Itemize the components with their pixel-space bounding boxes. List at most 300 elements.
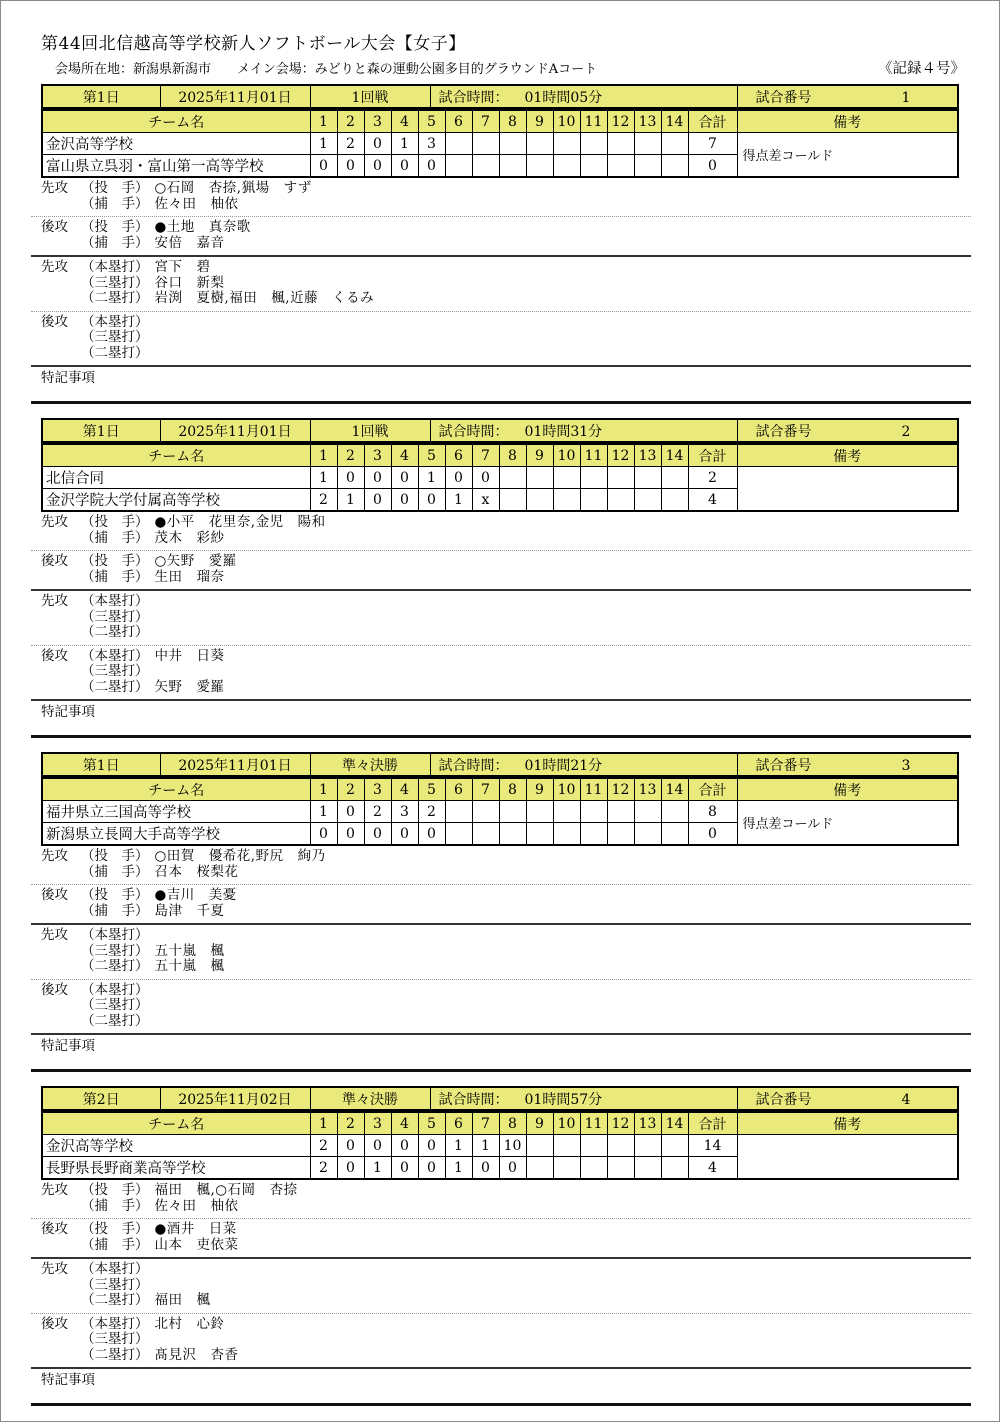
game-date: 2025年11月01日 — [160, 419, 310, 442]
team-name: 金沢高等学校 — [42, 1135, 310, 1157]
triple-line-first — [29, 1278, 971, 1294]
inning-score-cell: 1 — [364, 1157, 391, 1180]
double-label: （二塁打） — [81, 1012, 149, 1029]
team-name-header: チーム名 — [42, 1112, 310, 1135]
game-time-label: 試合時間： — [438, 1091, 509, 1108]
homerun-line-second — [29, 649, 971, 665]
inning-score-cell — [499, 489, 526, 512]
game-number-cell — [737, 85, 958, 108]
side-label: 先攻 — [41, 259, 68, 275]
triple-label: （三塁打） — [81, 942, 149, 959]
triple-line-first — [29, 276, 971, 292]
pitcher-names: ●土地 真奈歌 — [154, 219, 251, 235]
special-notes-label: 特記事項 — [41, 704, 95, 720]
game-time-value: 01時間31分 — [524, 423, 603, 440]
inning-header-cell: 11 — [580, 1112, 607, 1135]
inning-score-cell: 2 — [310, 1135, 337, 1157]
section-divider-solid — [31, 699, 971, 701]
catcher-names: 茂木 彩紗 — [154, 529, 225, 546]
inning-score-cell: 0 — [364, 133, 391, 155]
game-date: 2025年11月01日 — [160, 85, 310, 108]
side-label: 先攻 — [41, 593, 68, 609]
homerun-line-second — [29, 983, 971, 999]
total-score-cell: 4 — [688, 489, 737, 512]
inning-score-cell — [607, 801, 634, 823]
homerun-line-first — [29, 928, 971, 944]
remark-cell: 得点差コールド — [737, 133, 958, 178]
team-name: 北信合同 — [42, 467, 310, 489]
catcher-line-second — [29, 904, 971, 920]
inning-score-cell: 1 — [310, 801, 337, 823]
inning-header-cell: 9 — [526, 1112, 553, 1135]
catcher-label: （捕 手） — [81, 195, 149, 212]
score-header-row — [42, 444, 958, 467]
triple-names: 五十嵐 楓 — [154, 942, 225, 959]
inning-score-cell: 3 — [418, 133, 445, 155]
inning-score-cell — [634, 155, 661, 178]
inning-score-cell — [553, 801, 580, 823]
inning-score-cell — [607, 489, 634, 512]
inning-header-cell: 9 — [526, 110, 553, 133]
section-divider-solid — [31, 1257, 971, 1259]
catcher-names: 佐々田 柚依 — [154, 195, 239, 212]
pitcher-label: （投 手） — [81, 1182, 149, 1198]
triple-line-second — [29, 998, 971, 1014]
inning-header-cell: 3 — [364, 1112, 391, 1135]
game-number-value: 2 — [901, 423, 911, 440]
inning-score-cell: 0 — [364, 1135, 391, 1157]
side-label: 先攻 — [41, 848, 68, 864]
inning-header-cell: 14 — [661, 110, 688, 133]
double-label: （二塁打） — [81, 958, 149, 974]
team-name: 金沢高等学校 — [42, 133, 310, 155]
game-day: 第2日 — [42, 1087, 160, 1110]
pitcher-label: （投 手） — [81, 514, 149, 530]
game-meta-row — [42, 1087, 958, 1110]
inning-score-cell — [607, 467, 634, 489]
inning-score-cell: 1 — [310, 467, 337, 489]
double-line-second — [29, 680, 971, 696]
side-label: 後攻 — [41, 647, 68, 664]
inning-header-cell: 12 — [607, 778, 634, 801]
homerun-label: （本塁打） — [81, 927, 149, 943]
inning-score-cell: 0 — [364, 467, 391, 489]
score-header-row — [42, 110, 958, 133]
pitcher-label: （投 手） — [81, 219, 149, 235]
inning-header-cell: 4 — [391, 778, 418, 801]
homerun-names: 宮下 碧 — [154, 259, 211, 275]
inning-score-cell — [607, 155, 634, 178]
homerun-label: （本塁打） — [81, 647, 149, 664]
double-line-first — [29, 625, 971, 641]
pitcher-label: （投 手） — [81, 180, 149, 196]
game-number-label: 試合番号 — [755, 757, 812, 774]
inning-score-cell — [607, 823, 634, 846]
inning-score-cell: 2 — [364, 801, 391, 823]
inning-header-cell: 13 — [634, 444, 661, 467]
pitcher-names: ○石岡 杏捺,猟場 すず — [154, 180, 312, 196]
inning-header-cell: 14 — [661, 444, 688, 467]
total-score-cell: 0 — [688, 823, 737, 846]
game-score-table — [41, 777, 959, 846]
game-meta-table — [41, 84, 959, 109]
inning-header-cell: 3 — [364, 778, 391, 801]
inning-score-cell: 2 — [310, 1157, 337, 1180]
inning-header-cell: 1 — [310, 110, 337, 133]
triple-label: （三塁打） — [81, 1331, 149, 1347]
pitcher-line-first — [29, 849, 971, 865]
game-meta-table — [41, 418, 959, 443]
block-end-divider — [31, 1403, 971, 1406]
catcher-label: （捕 手） — [81, 234, 149, 251]
inning-header-cell: 11 — [580, 444, 607, 467]
catcher-line-second — [29, 236, 971, 252]
inning-header-cell: 1 — [310, 444, 337, 467]
game-score-table — [41, 443, 959, 512]
catcher-label: （捕 手） — [81, 863, 149, 880]
inning-score-cell — [445, 823, 472, 846]
inning-header-cell: 8 — [499, 444, 526, 467]
pitcher-line-first — [29, 515, 971, 531]
inning-header-cell: 14 — [661, 778, 688, 801]
double-label: （二塁打） — [81, 1292, 149, 1308]
inning-score-cell — [607, 133, 634, 155]
game-number-label: 試合番号 — [755, 1091, 812, 1108]
triple-line-second — [29, 664, 971, 680]
game-date: 2025年11月01日 — [160, 753, 310, 776]
inning-header-cell: 2 — [337, 444, 364, 467]
inning-header-cell: 6 — [445, 444, 472, 467]
inning-header-cell: 6 — [445, 110, 472, 133]
pitcher-line-first — [29, 181, 971, 197]
triple-label: （三塁打） — [81, 997, 149, 1013]
inning-header-cell: 10 — [553, 444, 580, 467]
inning-score-cell: 1 — [310, 133, 337, 155]
inning-score-cell — [526, 823, 553, 846]
game-meta-row — [42, 753, 958, 776]
game-number-cell — [737, 1087, 958, 1110]
inning-score-cell — [472, 823, 499, 846]
inning-score-cell — [553, 1135, 580, 1157]
game-time-cell — [430, 753, 737, 776]
inning-score-cell: 0 — [391, 1157, 418, 1180]
inning-score-cell: x — [472, 489, 499, 512]
inning-score-cell — [553, 155, 580, 178]
double-names: 髙見沢 杏香 — [154, 1346, 239, 1363]
team-row — [42, 1135, 958, 1157]
inning-score-cell: 10 — [499, 1135, 526, 1157]
inning-score-cell: 0 — [391, 489, 418, 512]
section-divider-dotted — [31, 979, 971, 980]
remark-header: 備考 — [737, 110, 958, 133]
game-number-value: 4 — [901, 1091, 911, 1108]
inning-header-cell: 1 — [310, 778, 337, 801]
inning-header-cell: 7 — [472, 1112, 499, 1135]
document-title: 第44回北信越高等学校新人ソフトボール大会【女子】 — [41, 34, 466, 54]
inning-header-cell: 13 — [634, 110, 661, 133]
double-line-first — [29, 291, 971, 307]
catcher-label: （捕 手） — [81, 1197, 149, 1214]
inning-header-cell: 2 — [337, 1112, 364, 1135]
total-header: 合計 — [688, 444, 737, 467]
catcher-label: （捕 手） — [81, 568, 149, 585]
homerun-label: （本塁打） — [81, 313, 149, 330]
inning-header-cell: 8 — [499, 778, 526, 801]
total-score-cell: 4 — [688, 1157, 737, 1180]
inning-header-cell: 10 — [553, 778, 580, 801]
inning-score-cell — [580, 467, 607, 489]
inning-score-cell — [553, 133, 580, 155]
side-label: 後攻 — [41, 313, 68, 330]
inning-score-cell — [661, 467, 688, 489]
game-score-table — [41, 1111, 959, 1180]
team-name-header: チーム名 — [42, 778, 310, 801]
pitcher-line-first — [29, 1183, 971, 1199]
pitcher-line-second — [29, 554, 971, 570]
pitcher-names: 福田 楓,○石岡 杏捺 — [154, 1182, 298, 1198]
inning-score-cell: 0 — [391, 823, 418, 846]
inning-score-cell — [580, 823, 607, 846]
inning-header-cell: 12 — [607, 444, 634, 467]
pitcher-line-second — [29, 1222, 971, 1238]
inning-header-cell: 11 — [580, 110, 607, 133]
section-divider-dotted — [31, 645, 971, 646]
side-label: 後攻 — [41, 219, 68, 235]
side-label: 後攻 — [41, 553, 68, 569]
inning-score-cell: 0 — [337, 823, 364, 846]
catcher-names: 島津 千夏 — [154, 902, 225, 919]
inning-score-cell: 0 — [337, 155, 364, 178]
inning-score-cell: 0 — [472, 1157, 499, 1180]
inning-header-cell: 10 — [553, 1112, 580, 1135]
inning-header-cell: 10 — [553, 110, 580, 133]
inning-score-cell: 2 — [310, 489, 337, 512]
venue-line: 会場所在地：新潟県新潟市 メイン会場：みどりと森の運動公園多目的グラウンドAコート — [55, 62, 598, 77]
inning-header-cell: 9 — [526, 778, 553, 801]
catcher-line-first — [29, 865, 971, 881]
inning-score-cell — [661, 1135, 688, 1157]
inning-score-cell: 2 — [418, 801, 445, 823]
section-divider-solid — [31, 923, 971, 925]
game-meta-row — [42, 419, 958, 442]
inning-score-cell — [661, 155, 688, 178]
inning-header-cell: 2 — [337, 778, 364, 801]
inning-score-cell — [526, 133, 553, 155]
inning-header-cell: 3 — [364, 110, 391, 133]
inning-score-cell: 0 — [445, 467, 472, 489]
game-time-label: 試合時間： — [438, 423, 509, 440]
double-label: （二塁打） — [81, 290, 149, 306]
triple-line-second — [29, 330, 971, 346]
game-record-4 — [29, 1086, 971, 1406]
game-day: 第1日 — [42, 85, 160, 108]
triple-names: 谷口 新梨 — [154, 274, 225, 291]
inning-header-cell: 13 — [634, 1112, 661, 1135]
inning-header-cell: 5 — [418, 444, 445, 467]
inning-score-cell: 0 — [418, 155, 445, 178]
game-time-cell — [430, 1087, 737, 1110]
catcher-names: 山本 吏依菜 — [154, 1236, 239, 1253]
inning-score-cell: 0 — [499, 1157, 526, 1180]
inning-score-cell: 0 — [391, 155, 418, 178]
section-divider-dotted — [31, 884, 971, 885]
catcher-names: 生田 瑠奈 — [154, 568, 225, 585]
remark-header: 備考 — [737, 778, 958, 801]
inning-score-cell: 0 — [337, 1157, 364, 1180]
section-divider-solid — [31, 1367, 971, 1369]
team-name-header: チーム名 — [42, 444, 310, 467]
inning-header-cell: 14 — [661, 1112, 688, 1135]
inning-score-cell — [661, 489, 688, 512]
game-number-value: 1 — [901, 89, 911, 106]
section-divider-dotted — [31, 1218, 971, 1219]
inning-score-cell — [607, 1135, 634, 1157]
inning-header-cell: 7 — [472, 444, 499, 467]
inning-score-cell — [661, 1157, 688, 1180]
double-names: 岩渕 夏樹,福田 楓,近藤 くるみ — [154, 290, 375, 306]
double-label: （二塁打） — [81, 678, 149, 695]
inning-score-cell — [634, 823, 661, 846]
game-record-1 — [29, 84, 971, 404]
homerun-line-first — [29, 594, 971, 610]
team-name: 福井県立三国高等学校 — [42, 801, 310, 823]
inning-score-cell — [499, 467, 526, 489]
remark-cell — [737, 467, 958, 512]
block-end-divider — [31, 401, 971, 404]
game-number-label: 試合番号 — [755, 423, 812, 440]
catcher-label: （捕 手） — [81, 529, 149, 546]
remark-header: 備考 — [737, 1112, 958, 1135]
inning-header-cell: 2 — [337, 110, 364, 133]
game-day: 第1日 — [42, 753, 160, 776]
triple-label: （三塁打） — [81, 274, 149, 291]
inning-score-cell — [634, 1157, 661, 1180]
inning-header-cell: 11 — [580, 778, 607, 801]
team-row — [42, 467, 958, 489]
side-label: 先攻 — [41, 180, 68, 196]
homerun-names: 北村 心鈴 — [154, 1315, 225, 1332]
block-end-divider — [31, 1069, 971, 1072]
triple-line-first — [29, 944, 971, 960]
inning-score-cell: 0 — [418, 489, 445, 512]
inning-score-cell — [472, 155, 499, 178]
inning-score-cell: 1 — [391, 133, 418, 155]
game-details — [29, 178, 971, 404]
section-divider-dotted — [31, 550, 971, 551]
homerun-line-second — [29, 315, 971, 331]
pitcher-names: ●小平 花里奈,金児 陽和 — [154, 514, 326, 530]
inning-score-cell — [526, 801, 553, 823]
inning-score-cell — [445, 801, 472, 823]
game-details — [29, 512, 971, 738]
inning-header-cell: 3 — [364, 444, 391, 467]
inning-score-cell — [526, 1135, 553, 1157]
inning-score-cell — [526, 1157, 553, 1180]
homerun-label: （本塁打） — [81, 1261, 149, 1277]
inning-header-cell: 5 — [418, 778, 445, 801]
game-day: 第1日 — [42, 419, 160, 442]
remark-header: 備考 — [737, 444, 958, 467]
side-label: 後攻 — [41, 981, 68, 998]
pitcher-names: ●吉川 美憂 — [154, 887, 237, 903]
inning-score-cell — [553, 823, 580, 846]
catcher-line-first — [29, 1199, 971, 1215]
inning-score-cell: 1 — [472, 1135, 499, 1157]
side-label: 先攻 — [41, 1182, 68, 1198]
inning-score-cell — [472, 801, 499, 823]
inning-score-cell: 0 — [418, 1135, 445, 1157]
section-divider-solid — [31, 1033, 971, 1035]
triple-line-first — [29, 610, 971, 626]
total-score-cell: 2 — [688, 467, 737, 489]
catcher-line-second — [29, 570, 971, 586]
game-record-3 — [29, 752, 971, 1072]
inning-score-cell — [634, 467, 661, 489]
inning-score-cell: 0 — [364, 823, 391, 846]
total-score-cell: 7 — [688, 133, 737, 155]
inning-score-cell — [526, 155, 553, 178]
inning-score-cell: 0 — [391, 467, 418, 489]
game-time-cell — [430, 85, 737, 108]
side-label: 後攻 — [41, 887, 68, 903]
inning-header-cell: 5 — [418, 1112, 445, 1135]
inning-score-cell — [661, 823, 688, 846]
catcher-line-second — [29, 1238, 971, 1254]
game-meta-table — [41, 752, 959, 777]
game-time-value: 01時間05分 — [524, 89, 603, 106]
double-names: 福田 楓 — [154, 1292, 211, 1308]
inning-score-cell — [553, 1157, 580, 1180]
inning-header-cell: 1 — [310, 1112, 337, 1135]
section-divider-dotted — [31, 1313, 971, 1314]
inning-score-cell — [580, 133, 607, 155]
game-round: 1回戦 — [310, 85, 430, 108]
game-score-table — [41, 109, 959, 178]
inning-score-cell: 0 — [418, 823, 445, 846]
inning-score-cell — [526, 467, 553, 489]
score-header-row — [42, 778, 958, 801]
inning-score-cell — [634, 801, 661, 823]
inning-score-cell: 0 — [418, 1157, 445, 1180]
game-time-cell — [430, 419, 737, 442]
special-notes-label: 特記事項 — [41, 1372, 95, 1388]
game-meta-table — [41, 1086, 959, 1111]
pitcher-line-second — [29, 220, 971, 236]
double-names: 矢野 愛羅 — [154, 678, 225, 695]
inning-header-cell: 4 — [391, 110, 418, 133]
side-label: 後攻 — [41, 1315, 68, 1332]
section-divider-dotted — [31, 311, 971, 312]
pitcher-label: （投 手） — [81, 887, 149, 903]
catcher-names: 佐々田 柚依 — [154, 1197, 239, 1214]
double-line-first — [29, 959, 971, 975]
inning-score-cell — [580, 1157, 607, 1180]
section-divider-solid — [31, 589, 971, 591]
total-score-cell: 14 — [688, 1135, 737, 1157]
game-number-cell — [737, 753, 958, 776]
inning-header-cell: 6 — [445, 1112, 472, 1135]
triple-label: （三塁打） — [81, 663, 149, 679]
double-label: （二塁打） — [81, 624, 149, 640]
remark-cell: 得点差コールド — [737, 801, 958, 846]
special-notes-label: 特記事項 — [41, 1038, 95, 1054]
game-number-cell — [737, 419, 958, 442]
homerun-line-first — [29, 260, 971, 276]
catcher-names: 召本 桜梨花 — [154, 863, 239, 880]
double-names: 五十嵐 楓 — [154, 958, 225, 974]
inning-score-cell — [580, 1135, 607, 1157]
inning-score-cell: 0 — [310, 823, 337, 846]
